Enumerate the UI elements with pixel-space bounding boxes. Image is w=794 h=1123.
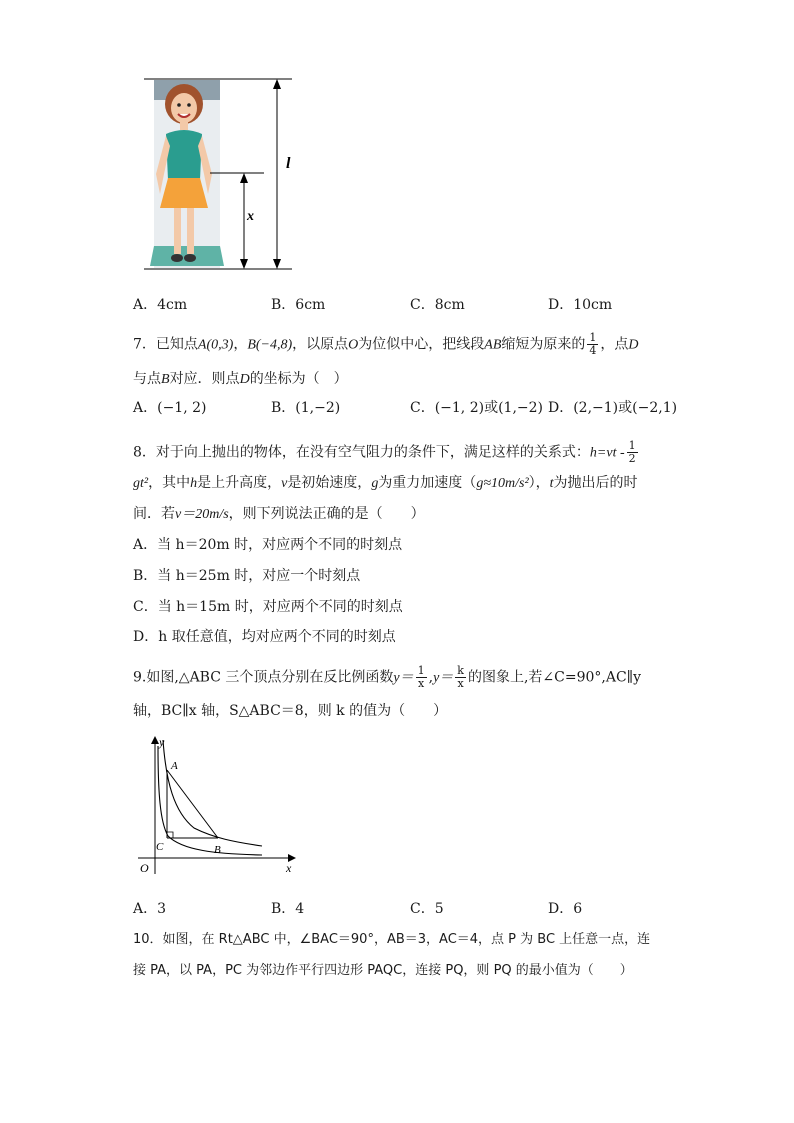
q9-stem-line1: 9.如图,△ABC 三个顶点分别在反比例函数y＝ $\frac{1}{x}$ ,y＝ $\frac{k}{x}$ 的图象上,若∠C=90°,AC∥y bbox=[133, 664, 642, 690]
q8-stem-line3: 间．若v＝20m/s，则下列说法正确的是（ ） bbox=[133, 506, 425, 522]
q7-option-a: A．(−1, 2) bbox=[133, 400, 207, 416]
graph-label-o: O bbox=[140, 861, 149, 875]
q9-option-d: D．6 bbox=[548, 901, 583, 917]
q10-stem-line1: 10．如图，在 Rt△ABC 中，∠BAC＝90°，AB＝3，AC＝4，点 P 为 BC 上任意一点，连 bbox=[133, 932, 651, 947]
q9-graph bbox=[134, 732, 304, 882]
segment-ab bbox=[167, 770, 218, 838]
q7-fraction: $\frac{1}{4}$ bbox=[589, 331, 597, 357]
q9-fraction-1: $\frac{1}{x}$ bbox=[417, 664, 425, 690]
q6-option-c: C．8cm bbox=[410, 297, 465, 313]
q10-stem-line2: 接 PA，以 PA，PC 为邻边作平行四边形 PAQC，连接 PQ，则 PQ 的最小值为（ ） bbox=[133, 963, 633, 978]
q7-stem-line1: 7．已知点A(0,3)，B(−4,8)，以原点O为位似中心，把线段AB缩短为原来的 $\frac{1}{4}$ ，点D bbox=[133, 331, 639, 357]
q8-option-c: C．当 h＝15m 时，对应两个不同的时刻点 bbox=[133, 599, 403, 615]
graph-label-c: C bbox=[156, 841, 164, 853]
height-figure bbox=[140, 74, 300, 274]
q8-option-a: A．当 h＝20m 时，对应两个不同的时刻点 bbox=[133, 537, 403, 553]
q7-stem-line2: 与点B对应．则点D的坐标为（ ） bbox=[133, 371, 348, 387]
q9-fraction-k: $\frac{k}{x}$ bbox=[457, 664, 464, 690]
q8-stem-line1: 8．对于向上抛出的物体，在没有空气阻力的条件下，满足这样的关系式：h=vt - $\frac{1}{2}$ bbox=[133, 439, 636, 465]
label-l: l bbox=[286, 155, 291, 172]
label-x: x bbox=[247, 209, 254, 224]
graph-label-x: x bbox=[286, 861, 292, 875]
q9-option-c: C．5 bbox=[410, 901, 444, 917]
q8-stem-line2: gt²，其中h是上升高度，v是初始速度，g为重力加速度（g≈10m/s²），t为抛出后的时 bbox=[133, 475, 638, 491]
graph-label-b: B bbox=[214, 844, 221, 856]
q6-option-a: A．4cm bbox=[133, 297, 188, 313]
q8-fraction: $\frac{1}{2}$ bbox=[628, 439, 636, 465]
q9-option-a: A．3 bbox=[133, 901, 167, 917]
graph-label-y: y bbox=[159, 735, 165, 749]
q9-stem-line2: 轴，BC∥x 轴，S△ABC＝8，则 k 的值为（ ） bbox=[133, 703, 448, 719]
q8-option-b: B．当 h＝25m 时，对应一个时刻点 bbox=[133, 568, 361, 584]
q7-option-d: D．(2,−1)或(−2,1) bbox=[548, 400, 678, 416]
q6-option-b: B．6cm bbox=[271, 297, 326, 313]
q7-option-c: C．(−1, 2)或(1,−2) bbox=[410, 400, 543, 416]
q8-option-d: D．h 取任意值，均对应两个不同的时刻点 bbox=[133, 629, 396, 645]
q9-option-b: B．4 bbox=[271, 901, 305, 917]
q7-option-b: B．(1,−2) bbox=[271, 400, 341, 416]
q6-option-d: D．10cm bbox=[548, 297, 613, 313]
graph-label-a: A bbox=[171, 760, 178, 772]
